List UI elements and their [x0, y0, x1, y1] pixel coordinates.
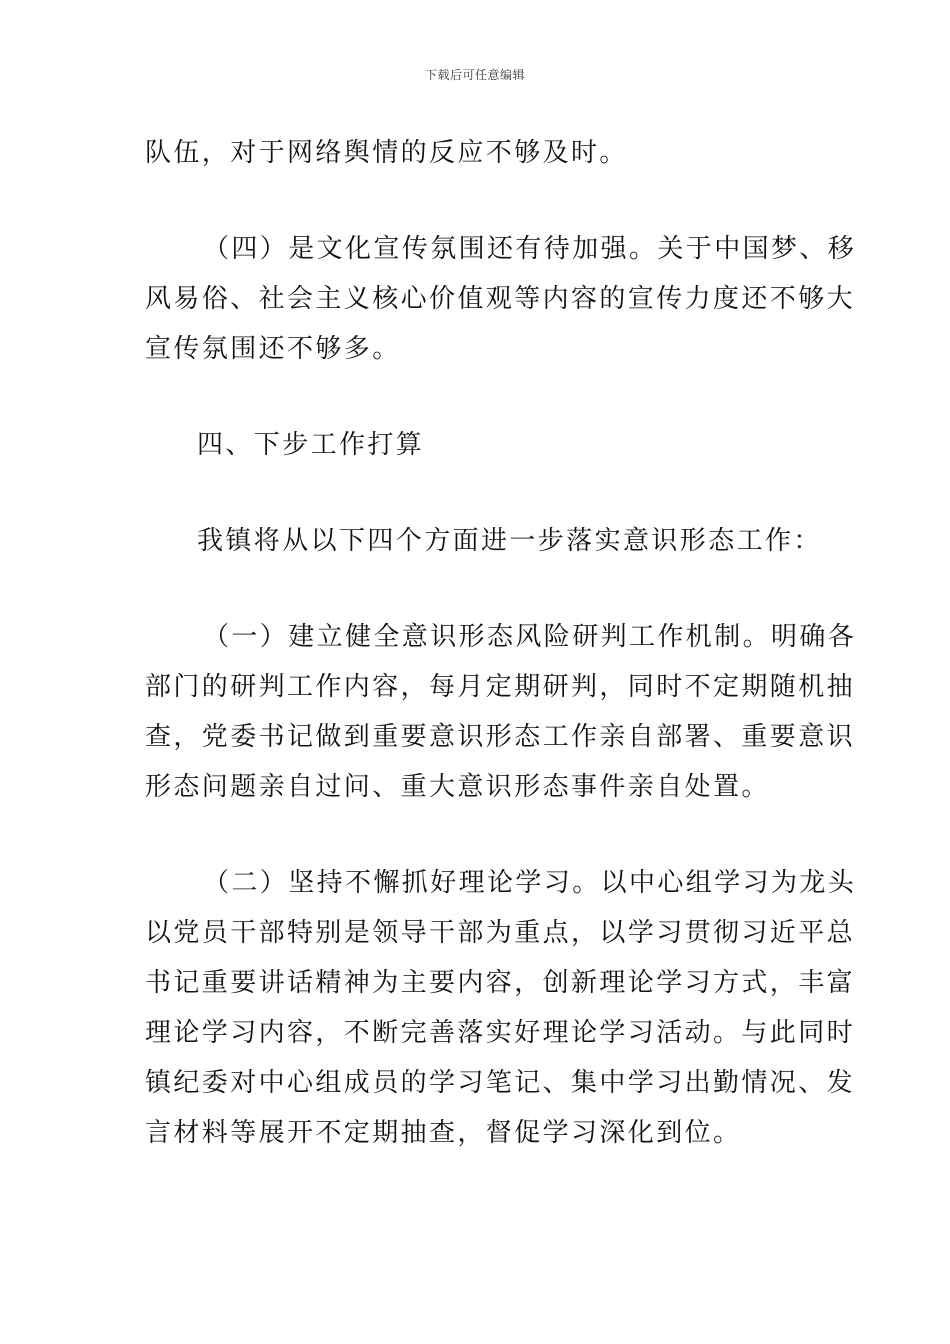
paragraph-line: 以党员干部特别是领导干部为重点，以学习贯彻习近平总: [145, 918, 856, 948]
paragraph-line: 风易俗、社会主义核心价值观等内容的宣传力度还不够大: [145, 284, 856, 314]
paragraph-line: 我镇将从以下四个方面进一步落实意识形态工作：: [197, 526, 822, 556]
paragraph-risk-mechanism: [145, 612, 857, 812]
paragraph-line: 四、下步工作打算: [197, 430, 425, 460]
paragraph-line: 部门的研判工作内容，每月定期研判，同时不定期随机抽: [145, 672, 856, 702]
section-heading: [145, 420, 810, 470]
paragraph-theory-study: [145, 858, 857, 1158]
page-header: 下载后可任意编辑: [424, 68, 525, 82]
paragraph-line: 镇纪委对中心组成员的学习笔记、集中学习出勤情况、发: [145, 1068, 856, 1098]
document-body: [145, 128, 857, 1204]
paragraph-line: （四）是文化宣传氛围还有待加强。关于中国梦、移: [203, 234, 857, 264]
paragraph-culture-propaganda: [145, 224, 857, 374]
paragraph-line: 书记重要讲话精神为主要内容，创新理论学习方式，丰富: [145, 968, 856, 998]
paragraph-line: 队伍，对于网络舆情的反应不够及时。: [145, 138, 628, 168]
paragraph-line: 理论学习内容，不断完善落实好理论学习活动。与此同时: [145, 1018, 856, 1048]
paragraph-line: 形态问题亲自过问、重大意识形态事件亲自处置。: [145, 772, 770, 802]
paragraph-intro: [145, 516, 822, 566]
paragraph-line: 言材料等展开不定期抽查，督促学习深化到位。: [145, 1118, 742, 1148]
paragraph-line: 查，党委书记做到重要意识形态工作亲自部署、重要意识: [145, 722, 856, 752]
paragraph-line: （一）建立健全意识形态风险研判工作机制。明确各: [203, 622, 857, 652]
paragraph-line: （二）坚持不懈抓好理论学习。以中心组学习为龙头: [203, 868, 857, 898]
paragraph-continuation: [145, 128, 810, 178]
paragraph-line: 宣传氛围还不够多。: [145, 334, 401, 364]
